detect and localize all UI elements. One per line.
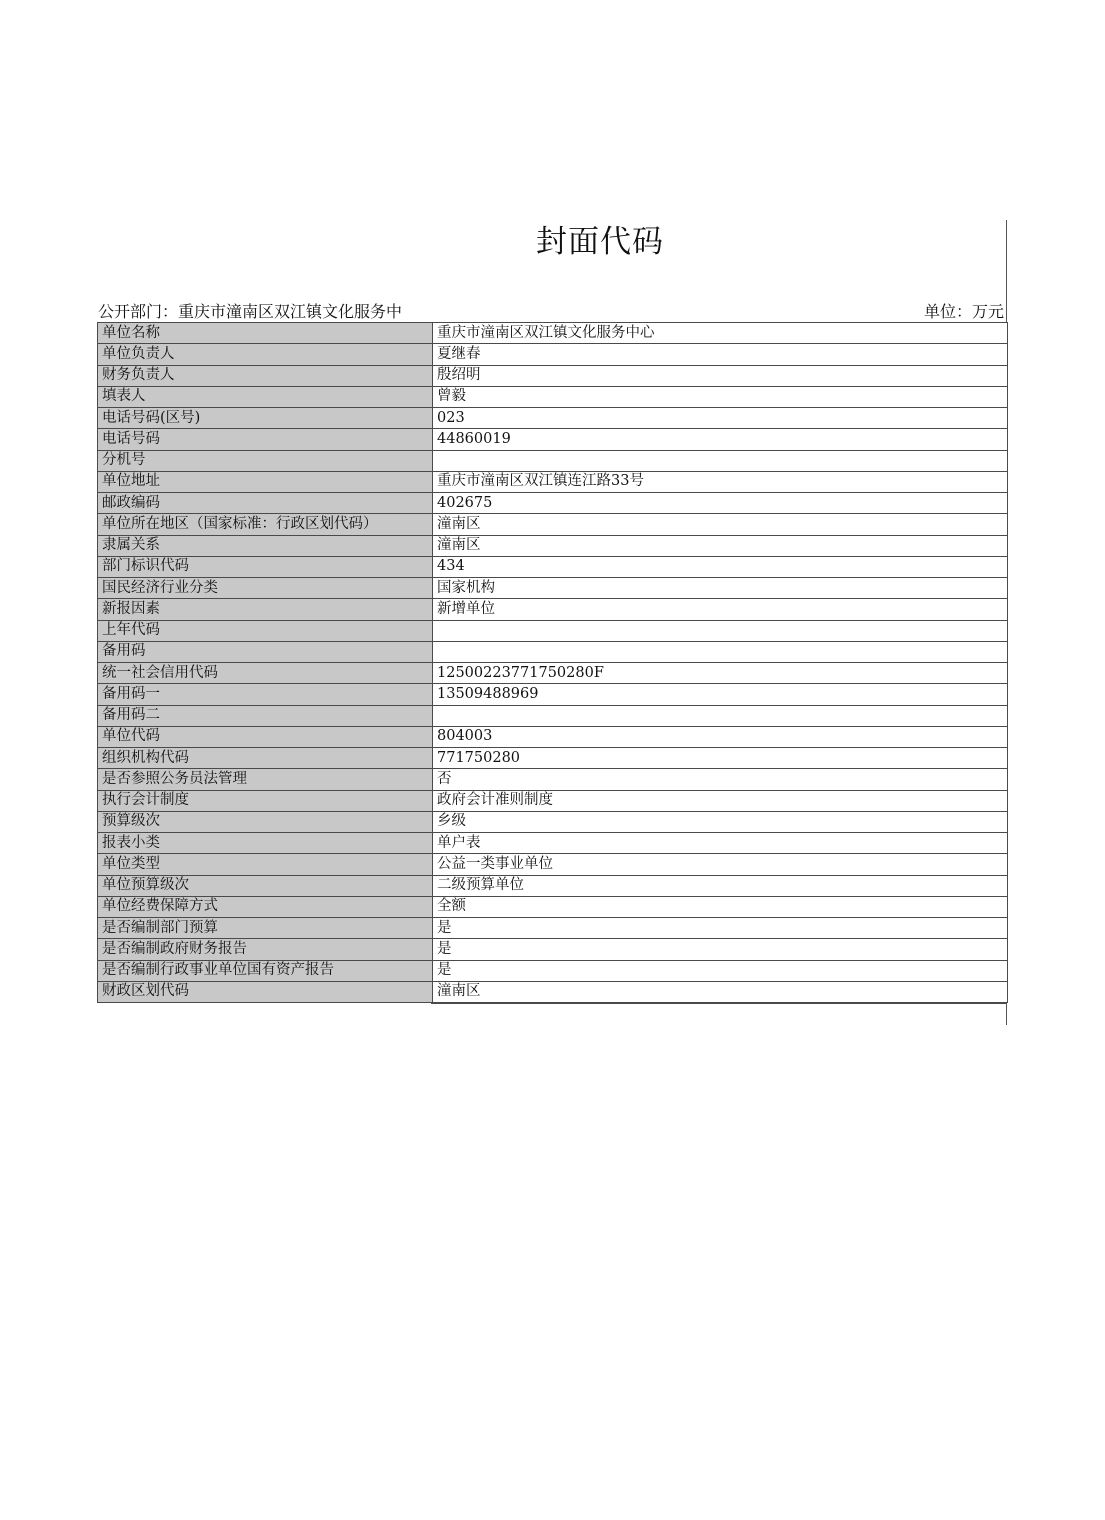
row-value: 是 <box>433 960 1008 981</box>
row-label: 分机号 <box>98 450 433 471</box>
table-row <box>98 450 1008 471</box>
table-row <box>98 684 1008 705</box>
cover-code-table <box>97 322 1008 1003</box>
row-label: 电话号码 <box>98 429 433 450</box>
table-row <box>98 833 1008 854</box>
row-label: 新报因素 <box>98 599 433 620</box>
row-value: 政府会计准则制度 <box>433 790 1008 811</box>
row-label: 是否编制政府财务报告 <box>98 939 433 960</box>
table-row <box>98 875 1008 896</box>
row-label: 单位代码 <box>98 726 433 747</box>
row-label: 备用码 <box>98 641 433 662</box>
cover-code-table-body <box>98 323 1008 1003</box>
row-value: 国家机构 <box>433 578 1008 599</box>
table-row <box>98 769 1008 790</box>
department-label: 公开部门：重庆市潼南区双江镇文化服务中 <box>98 302 403 321</box>
table-row <box>98 939 1008 960</box>
row-value: 全额 <box>433 896 1008 917</box>
table-row <box>98 726 1008 747</box>
table-row <box>98 599 1008 620</box>
row-value: 771750280 <box>433 748 1008 769</box>
row-value: 12500223771750280F <box>433 663 1008 684</box>
row-value: 新增单位 <box>433 599 1008 620</box>
table-row <box>98 386 1008 407</box>
row-label: 报表小类 <box>98 833 433 854</box>
row-label: 上年代码 <box>98 620 433 641</box>
row-value <box>433 450 1008 471</box>
row-value: 二级预算单位 <box>433 875 1008 896</box>
row-label: 财政区划代码 <box>98 981 433 1002</box>
table-row <box>98 896 1008 917</box>
row-value: 402675 <box>433 493 1008 514</box>
table-row <box>98 471 1008 492</box>
row-value: 13509488969 <box>433 684 1008 705</box>
row-label: 预算级次 <box>98 811 433 832</box>
row-value: 是 <box>433 939 1008 960</box>
row-value <box>433 620 1008 641</box>
table-row <box>98 408 1008 429</box>
table-row <box>98 960 1008 981</box>
row-value: 804003 <box>433 726 1008 747</box>
row-label: 组织机构代码 <box>98 748 433 769</box>
row-label: 单位地址 <box>98 471 433 492</box>
table-row <box>98 535 1008 556</box>
table-row <box>98 429 1008 450</box>
table-row <box>98 365 1008 386</box>
table-row <box>98 705 1008 726</box>
unit-label: 单位：万元 <box>923 302 1004 321</box>
row-value: 潼南区 <box>433 535 1008 556</box>
table-row <box>98 323 1008 344</box>
table-row <box>98 981 1008 1002</box>
row-label: 单位负责人 <box>98 344 433 365</box>
row-label: 单位名称 <box>98 323 433 344</box>
table-row <box>98 854 1008 875</box>
row-label: 是否编制部门预算 <box>98 918 433 939</box>
table-row <box>98 811 1008 832</box>
table-row <box>98 748 1008 769</box>
table-row <box>98 493 1008 514</box>
table-row <box>98 344 1008 365</box>
row-value: 023 <box>433 408 1008 429</box>
table-row <box>98 641 1008 662</box>
table-row <box>98 918 1008 939</box>
row-label: 邮政编码 <box>98 493 433 514</box>
row-value: 44860019 <box>433 429 1008 450</box>
row-value: 曾毅 <box>433 386 1008 407</box>
table-row <box>98 620 1008 641</box>
row-value: 单户表 <box>433 833 1008 854</box>
row-label: 财务负责人 <box>98 365 433 386</box>
row-value: 夏继春 <box>433 344 1008 365</box>
table-row <box>98 790 1008 811</box>
row-label: 执行会计制度 <box>98 790 433 811</box>
row-value: 潼南区 <box>433 981 1008 1002</box>
table-tail-rule <box>431 1003 1006 1004</box>
row-label: 是否参照公务员法管理 <box>98 769 433 790</box>
table-row <box>98 556 1008 577</box>
row-label: 单位所在地区（国家标准：行政区划代码） <box>98 514 433 535</box>
row-value: 重庆市潼南区双江镇连江路33号 <box>433 471 1008 492</box>
row-value: 乡级 <box>433 811 1008 832</box>
table-row <box>98 663 1008 684</box>
row-label: 单位经费保障方式 <box>98 896 433 917</box>
row-value: 重庆市潼南区双江镇文化服务中心 <box>433 323 1008 344</box>
table-row <box>98 514 1008 535</box>
row-value: 是 <box>433 918 1008 939</box>
row-label: 备用码二 <box>98 705 433 726</box>
report-meta-row <box>98 301 1004 323</box>
row-label: 电话号码(区号) <box>98 408 433 429</box>
row-value: 潼南区 <box>433 514 1008 535</box>
row-label: 单位预算级次 <box>98 875 433 896</box>
row-value <box>433 705 1008 726</box>
row-value <box>433 641 1008 662</box>
row-value: 434 <box>433 556 1008 577</box>
row-label: 单位类型 <box>98 854 433 875</box>
row-label: 统一社会信用代码 <box>98 663 433 684</box>
row-value: 殷绍明 <box>433 365 1008 386</box>
row-label: 国民经济行业分类 <box>98 578 433 599</box>
row-label: 隶属关系 <box>98 535 433 556</box>
page-title: 封面代码 <box>536 224 664 260</box>
row-value: 否 <box>433 769 1008 790</box>
row-label: 部门标识代码 <box>98 556 433 577</box>
row-label: 填表人 <box>98 386 433 407</box>
row-label: 是否编制行政事业单位国有资产报告 <box>98 960 433 981</box>
row-value: 公益一类事业单位 <box>433 854 1008 875</box>
row-label: 备用码一 <box>98 684 433 705</box>
table-row <box>98 578 1008 599</box>
